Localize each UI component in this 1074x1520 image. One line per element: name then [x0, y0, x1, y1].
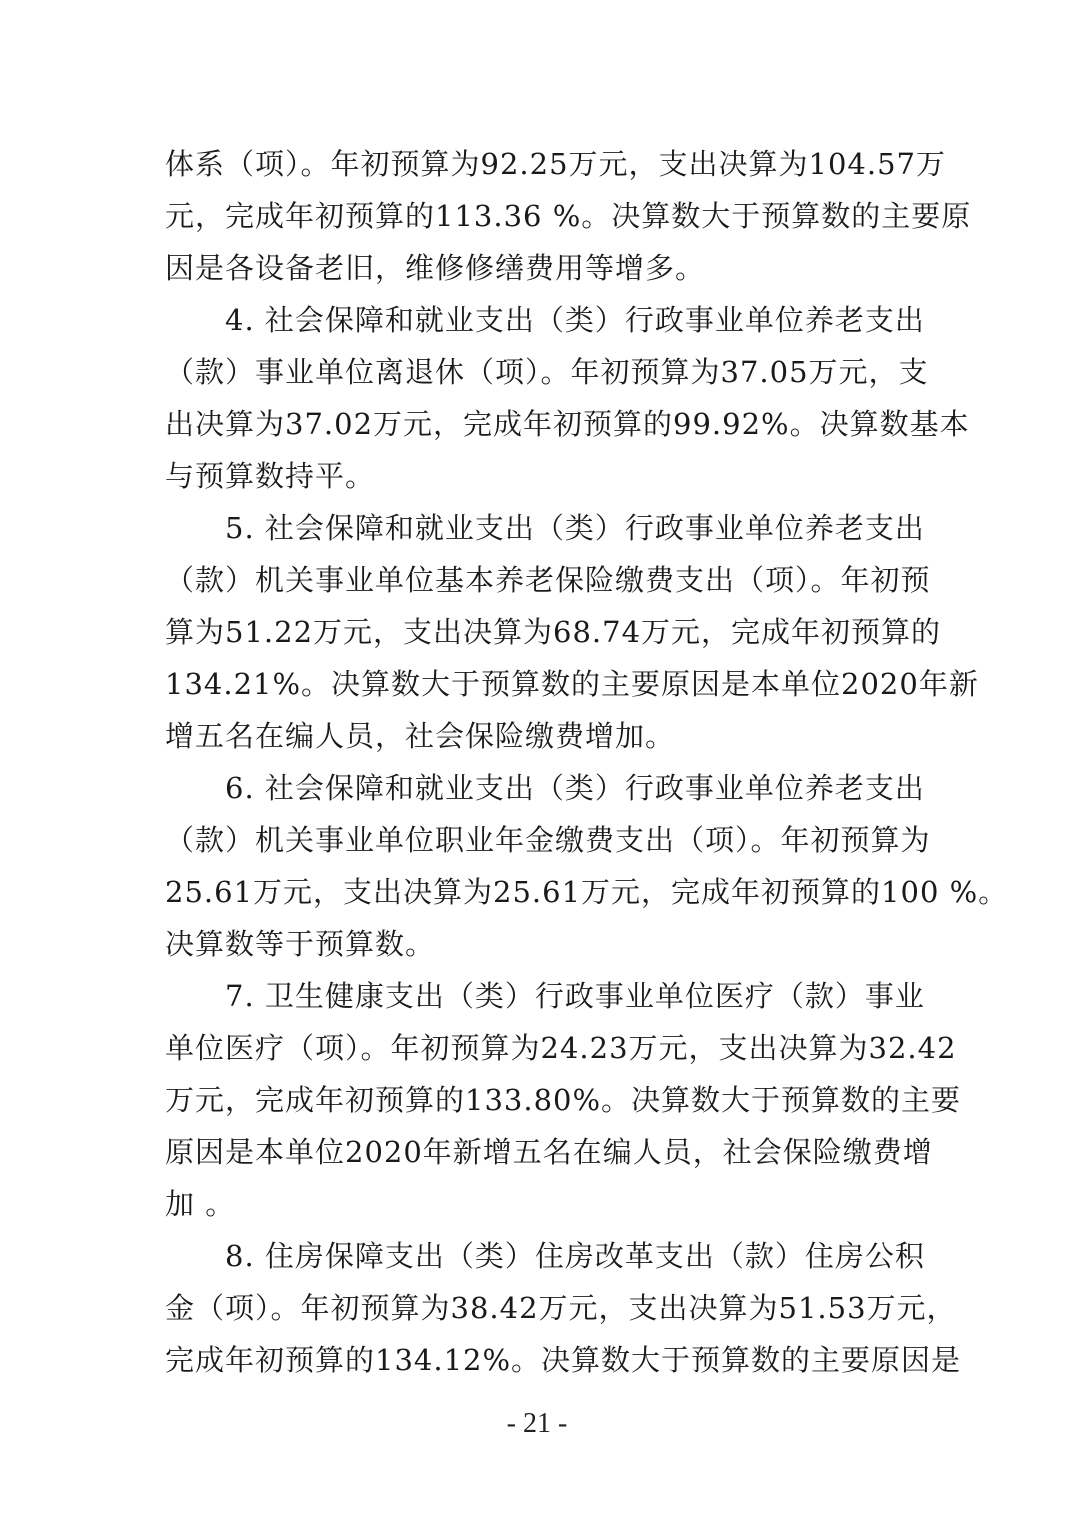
text-line: 出决算为37.02万元，完成年初预算的99.92%。决算数基本	[165, 407, 970, 441]
text-line: 与预算数持平。	[165, 459, 376, 493]
text-line: （款）机关事业单位职业年金缴费支出（项）。年初预算为	[165, 823, 931, 857]
text-line: 万元，完成年初预算的133.80%。决算数大于预算数的主要	[165, 1083, 962, 1117]
text-line: 原因是本单位2020年新增五名在编人员，社会保险缴费增	[165, 1135, 933, 1169]
text-line: 134.21%。决算数大于预算数的主要原因是本单位2020年新	[165, 667, 979, 701]
paragraph-8-line: 8. 住房保障支出（类）住房改革支出（款）住房公积	[165, 1239, 925, 1273]
text-line: 决算数等于预算数。	[165, 927, 436, 961]
text-line: 增五名在编人员，社会保险缴费增加。	[165, 719, 676, 753]
page-number: - 21 -	[506, 1408, 568, 1439]
paragraph-6-line: 6. 社会保障和就业支出（类）行政事业单位养老支出	[165, 771, 925, 805]
text-line: 加 。	[165, 1187, 236, 1221]
paragraph-5-line: 5. 社会保障和就业支出（类）行政事业单位养老支出	[165, 511, 925, 545]
text-line: （款）机关事业单位基本养老保险缴费支出（项）。年初预	[165, 563, 931, 597]
text-line: 金（项）。年初预算为38.42万元，支出决算为51.53万元，	[165, 1291, 957, 1325]
text-line: 算为51.22万元，支出决算为68.74万元，完成年初预算的	[165, 615, 942, 649]
text-line: （款）事业单位离退休（项）。年初预算为37.05万元，支	[165, 355, 929, 389]
paragraph-7-line: 7. 卫生健康支出（类）行政事业单位医疗（款）事业	[165, 979, 925, 1013]
text-line: 25.61万元，支出决算为25.61万元，完成年初预算的100 %。	[165, 875, 1009, 909]
text-line: 单位医疗（项）。年初预算为24.23万元，支出决算为32.42	[165, 1031, 957, 1065]
text-line: 元，完成年初预算的113.36 %。决算数大于预算数的主要原	[165, 199, 972, 233]
text-line: 体系（项）。年初预算为92.25万元，支出决算为104.57万	[165, 147, 946, 181]
text-line: 完成年初预算的134.12%。决算数大于预算数的主要原因是	[165, 1343, 962, 1377]
text-line: 因是各设备老旧，维修修缮费用等增多。	[165, 251, 706, 285]
paragraph-4-line: 4. 社会保障和就业支出（类）行政事业单位养老支出	[165, 303, 925, 337]
